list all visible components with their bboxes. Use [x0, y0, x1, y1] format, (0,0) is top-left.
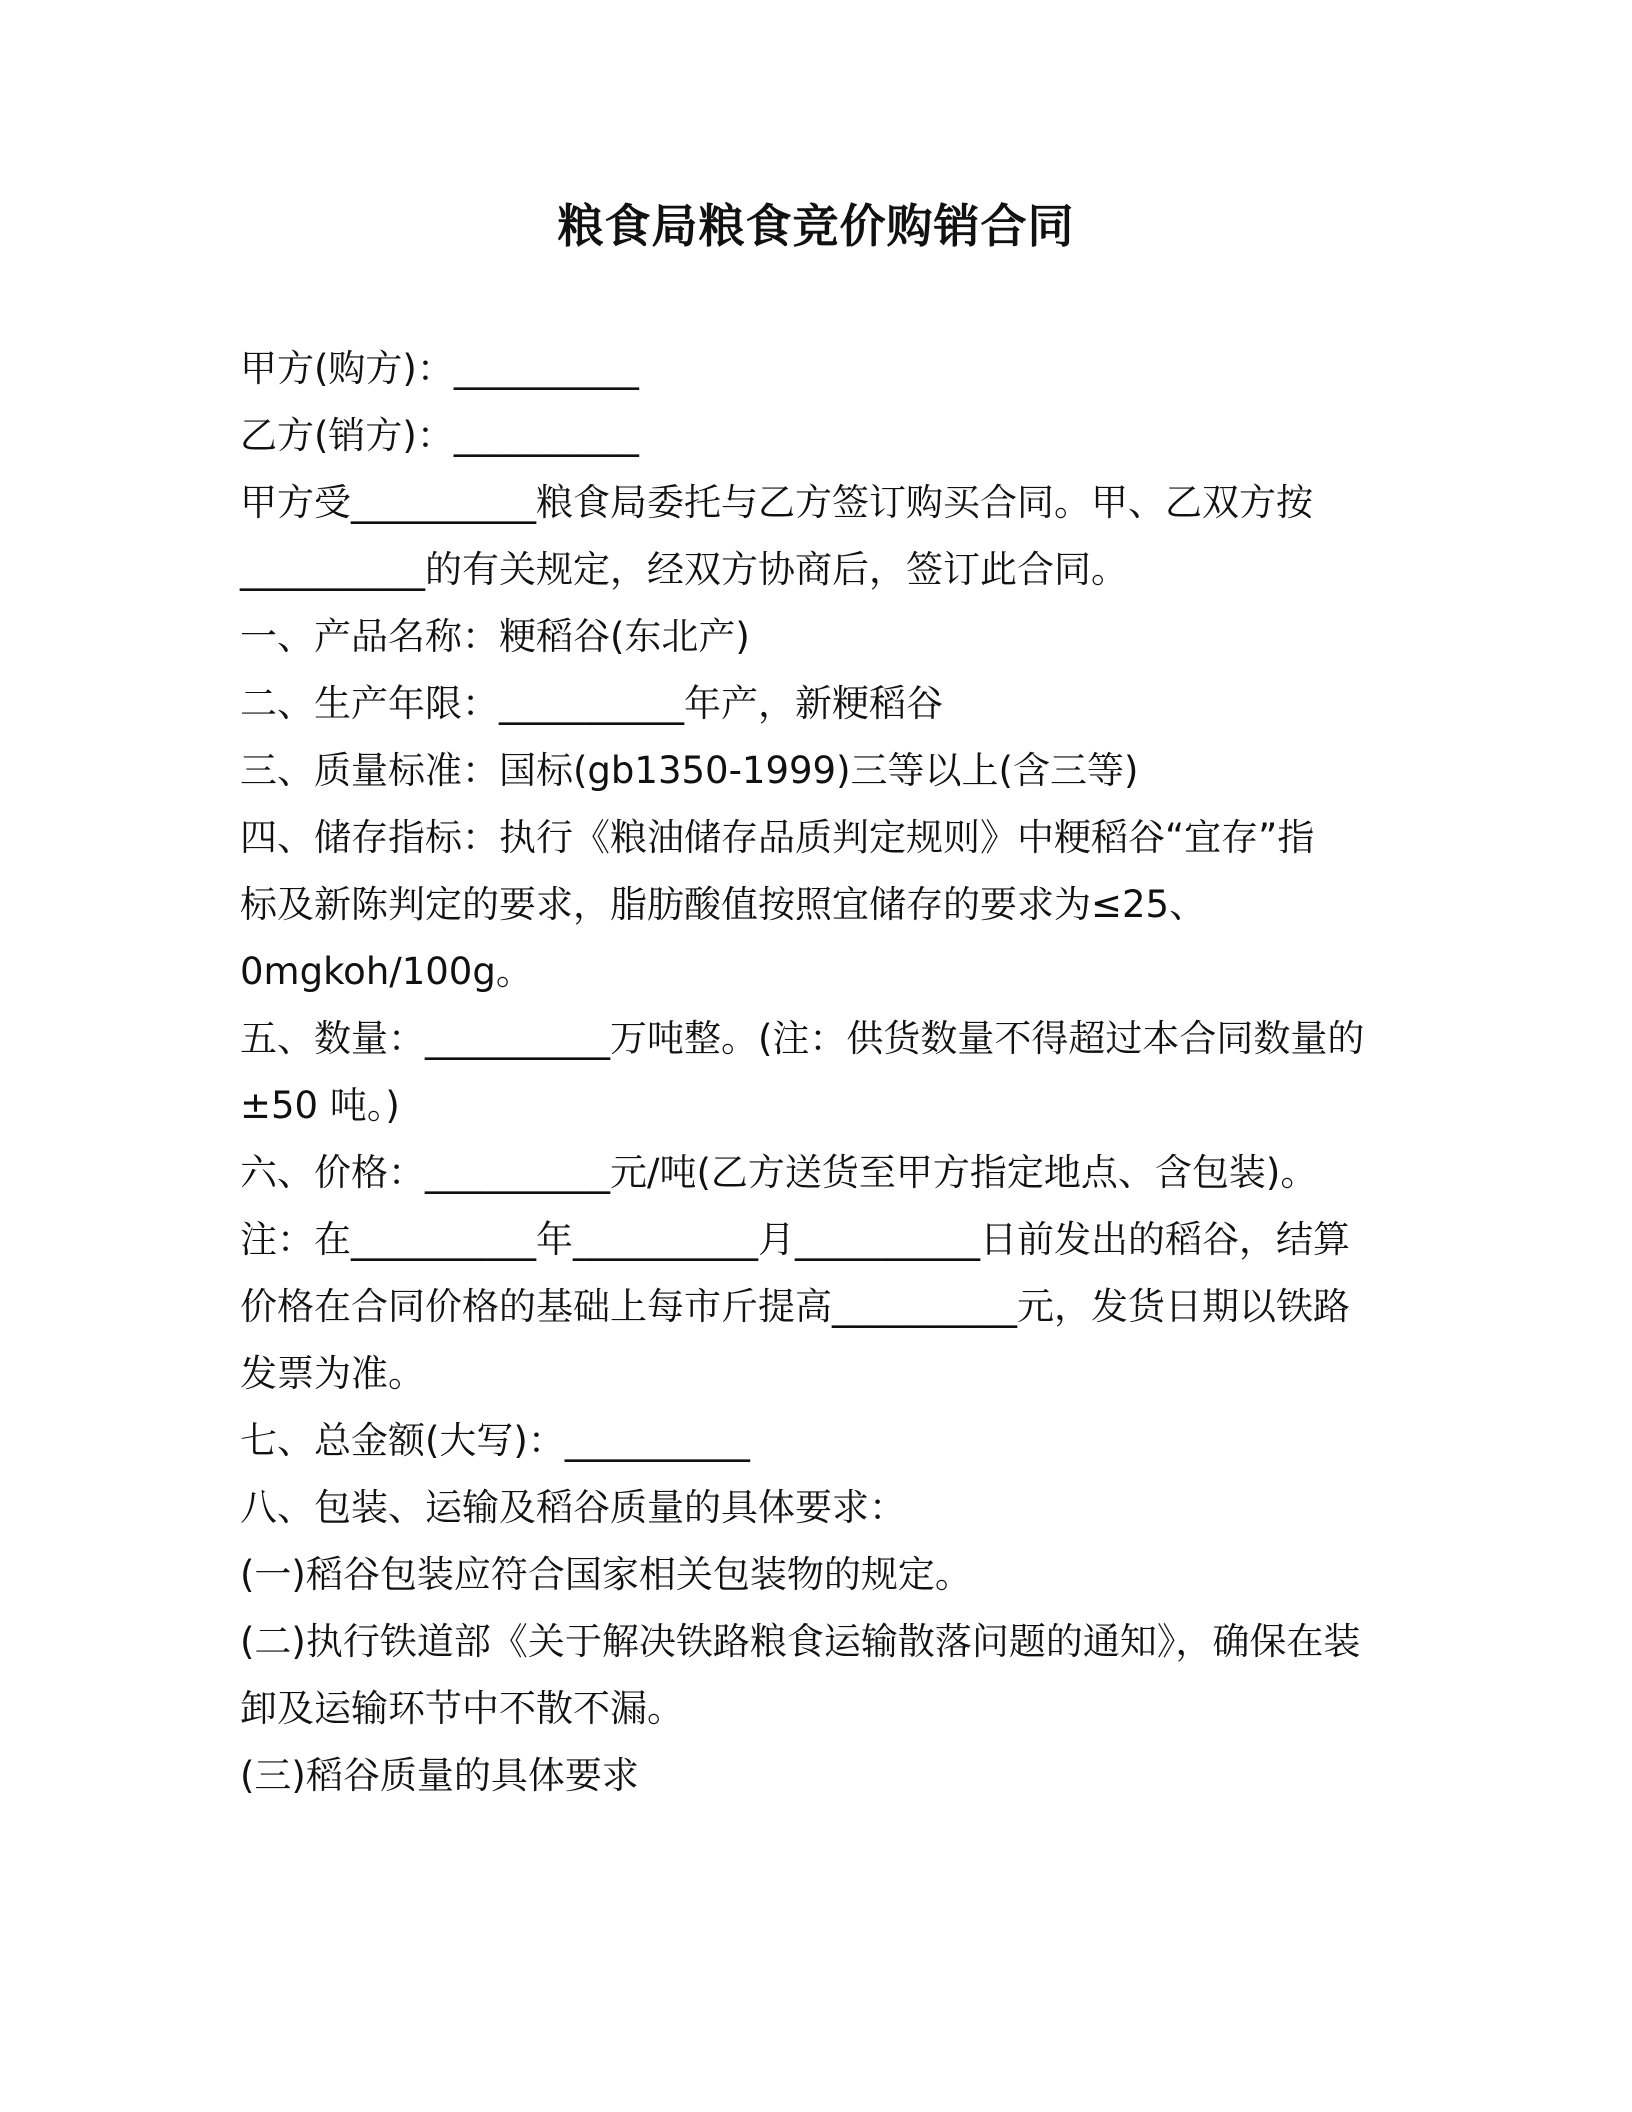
note-line-3: 发票为准。: [240, 1352, 425, 1395]
clause-packaging-heading: 八、包装、运输及稻谷质量的具体要求：: [240, 1486, 906, 1529]
preamble-line-1: 甲方受__________粮食局委托与乙方签订购买合同。甲、乙双方按: [240, 481, 1313, 524]
packaging-item-2-line-2: 卸及运输环节中不散不漏。: [240, 1687, 684, 1730]
packaging-item-1: (一)稻谷包装应符合国家相关包装物的规定。: [240, 1553, 972, 1596]
clause-production-year: 二、生产年限：__________年产，新粳稻谷: [240, 682, 943, 725]
clause-quality-standard: 三、质量标准：国标(gb1350-1999)三等以上(含三等): [240, 749, 1139, 792]
clause-product-name: 一、产品名称：粳稻谷(东北产): [240, 615, 750, 658]
clause-quantity-line-1: 五、数量：__________万吨整。(注：供货数量不得超过本合同数量的: [240, 1017, 1365, 1060]
packaging-item-3: (三)稻谷质量的具体要求: [240, 1754, 639, 1797]
document-title: 粮食局粮食竞价购销合同: [557, 199, 1075, 253]
clause-storage-line-3: 0mgkoh/100g。: [240, 950, 533, 993]
seller-line: 乙方(销方)：__________: [240, 414, 639, 457]
preamble-line-2: __________的有关规定，经双方协商后，签订此合同。: [240, 548, 1128, 591]
note-line-1: 注：在__________年__________月__________日前发出的稻谷，结算: [240, 1218, 1350, 1261]
buyer-line: 甲方(购方)：__________: [240, 347, 639, 390]
contract-body: [240, 335, 1400, 1809]
clause-storage-line-2: 标及新陈判定的要求，脂肪酸值按照宜储存的要求为≤25、: [240, 883, 1207, 926]
packaging-item-2-line-1: (二)执行铁道部《关于解决铁路粮食运输散落问题的通知》，确保在装: [240, 1620, 1361, 1663]
clause-price: 六、价格：__________元/吨(乙方送货至甲方指定地点、含包装)。: [240, 1151, 1318, 1194]
clause-quantity-line-2: ±50 吨。): [240, 1084, 400, 1127]
note-line-2: 价格在合同价格的基础上每市斤提高__________元，发货日期以铁路: [240, 1285, 1350, 1328]
clause-storage-line-1: 四、储存指标：执行《粮油储存品质判定规则》中粳稻谷“宜存”指: [240, 816, 1315, 859]
clause-total-amount: 七、总金额(大写)：__________: [240, 1419, 750, 1462]
